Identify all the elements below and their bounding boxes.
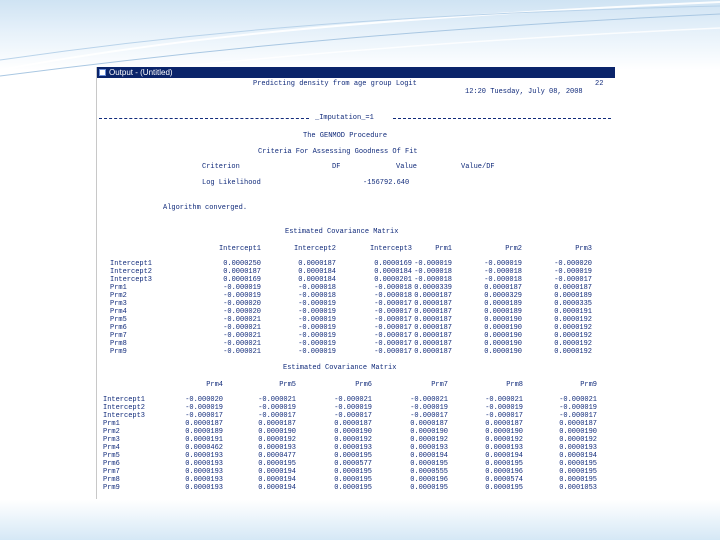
- matrix1-cell: 0.0000189: [484, 308, 522, 316]
- matrix1-cell: 0.0000187: [414, 292, 452, 300]
- fit-criterion: Log Likelihood: [202, 179, 261, 187]
- matrix2-column-header: Prm7: [431, 381, 448, 389]
- matrix1-cell: -0.000017: [374, 340, 412, 348]
- matrix2-cell: 0.0000193: [559, 444, 597, 452]
- matrix1-row-label: Intercept2: [110, 268, 153, 276]
- matrix1-cell: 0.0000187: [414, 324, 452, 332]
- matrix2-cell: 0.0000187: [334, 420, 372, 428]
- matrix2-cell: 0.0000195: [410, 484, 448, 492]
- matrix2-row-label: Prm3: [103, 436, 120, 444]
- matrix1-cell: -0.000019: [298, 340, 336, 348]
- matrix2-cell: 0.0000193: [185, 460, 223, 468]
- matrix1-cell: -0.000018: [374, 292, 412, 300]
- fit-header-criterion: Criterion: [202, 163, 240, 171]
- matrix1-column-header: Intercept1: [218, 245, 261, 253]
- matrix2-cell: 0.0000195: [410, 460, 448, 468]
- matrix1-cell: -0.000019: [298, 348, 336, 356]
- matrix1-row-label: Prm8: [110, 340, 127, 348]
- matrix2-cell: 0.0000195: [485, 484, 523, 492]
- matrix2-cell: 0.0000190: [410, 428, 448, 436]
- slide-footer-background: [0, 500, 720, 540]
- matrix1-cell: -0.000018: [484, 268, 522, 276]
- matrix2-cell: 0.0000577: [334, 460, 372, 468]
- matrix1-cell: 0.0000184: [298, 268, 336, 276]
- matrix2-cell: 0.0000193: [185, 484, 223, 492]
- matrix1-cell: -0.000021: [223, 340, 261, 348]
- matrix1-cell: 0.0000335: [554, 300, 592, 308]
- matrix1-cell: 0.0000192: [554, 340, 592, 348]
- converged-message: Algorithm converged.: [163, 204, 248, 212]
- matrix2-row-label: Prm4: [103, 444, 120, 452]
- matrix2-cell: -0.000021: [410, 396, 448, 404]
- matrix2-cell: -0.000019: [410, 404, 448, 412]
- matrix2-column-header: Prm8: [506, 381, 523, 389]
- matrix1-cell: 0.0000184: [374, 268, 412, 276]
- matrix2-cell: -0.000019: [185, 404, 223, 412]
- matrix2-cell: 0.0000195: [334, 468, 372, 476]
- matrix2-column-header: Prm4: [206, 381, 223, 389]
- matrix1-cell: 0.0000201: [374, 276, 412, 284]
- matrix2-cell: 0.0000193: [185, 452, 223, 460]
- matrix2-cell: 0.0000192: [334, 436, 372, 444]
- matrix1-cell: -0.000017: [374, 332, 412, 340]
- matrix1-cell: 0.0000187: [414, 300, 452, 308]
- matrix1-cell: 0.0000190: [484, 340, 522, 348]
- matrix2-cell: -0.000021: [258, 396, 296, 404]
- matrix1-cell: 0.0000169: [374, 260, 412, 268]
- matrix2-cell: -0.000021: [334, 396, 372, 404]
- fit-header-value: Value: [396, 163, 418, 171]
- window-app-icon: [99, 69, 106, 76]
- fit-header-value-df: Value/DF: [461, 163, 495, 171]
- matrix2-cell: -0.000019: [559, 404, 597, 412]
- matrix2-row-label: Prm2: [103, 428, 120, 436]
- matrix1-cell: 0.0000192: [554, 348, 592, 356]
- matrix2-cell: 0.0000193: [334, 444, 372, 452]
- matrix1-cell: -0.000017: [374, 316, 412, 324]
- matrix1-cell: -0.000019: [223, 284, 261, 292]
- matrix2-cell: 0.0000195: [485, 460, 523, 468]
- matrix1-cell: 0.0000250: [223, 260, 261, 268]
- matrix1-cell: 0.0000187: [298, 260, 336, 268]
- matrix1-cell: 0.0000191: [554, 308, 592, 316]
- matrix2-cell: 0.0000574: [485, 476, 523, 484]
- matrix1-row-label: Prm5: [110, 316, 127, 324]
- matrix1-cell: -0.000021: [223, 324, 261, 332]
- matrix2-cell: 0.0000195: [334, 484, 372, 492]
- output-content: [97, 78, 615, 499]
- matrix2-cell: 0.0000195: [559, 468, 597, 476]
- matrix2-cell: 0.0000190: [334, 428, 372, 436]
- matrix2-cell: 0.0000187: [485, 420, 523, 428]
- matrix2-column-header: Prm5: [279, 381, 296, 389]
- matrix1-cell: 0.0000187: [414, 340, 452, 348]
- window-titlebar[interactable]: [97, 67, 615, 78]
- matrix1-cell: -0.000019: [223, 292, 261, 300]
- matrix2-cell: -0.000021: [485, 396, 523, 404]
- matrix1-cell: -0.000020: [223, 308, 261, 316]
- matrix1-column-header: Intercept3: [369, 245, 412, 253]
- fit-header-df: DF: [332, 163, 341, 171]
- window-title: Output - (Untitled): [109, 68, 173, 77]
- matrix2-cell: 0.0000196: [485, 468, 523, 476]
- fit-value: -156792.640: [363, 179, 410, 187]
- fit-title: Criteria For Assessing Goodness Of Fit: [258, 148, 418, 156]
- matrix2-cell: -0.000017: [258, 412, 296, 420]
- matrix1-cell: 0.0000190: [484, 348, 522, 356]
- procedure-title: The GENMOD Procedure: [303, 132, 388, 140]
- matrix2-cell: 0.0000194: [258, 476, 296, 484]
- matrix2-cell: 0.0000190: [258, 428, 296, 436]
- matrix1-column-header: Prm3: [575, 245, 592, 253]
- matrix1-cell: -0.000018: [374, 284, 412, 292]
- matrix2-cell: 0.0000190: [485, 428, 523, 436]
- matrix1-cell: -0.000017: [374, 348, 412, 356]
- matrix1-cell: 0.0000169: [223, 276, 261, 284]
- matrix1-row-label: Prm7: [110, 332, 127, 340]
- matrix2-cell: -0.000019: [334, 404, 372, 412]
- matrix2-row-label: Prm9: [103, 484, 120, 492]
- matrix1-cell: 0.0000189: [484, 300, 522, 308]
- page-number: 22: [595, 80, 604, 88]
- matrix1-cell: -0.000017: [554, 276, 592, 284]
- matrix1-cell: 0.0000187: [414, 348, 452, 356]
- matrix1-row-label: Prm2: [110, 292, 127, 300]
- matrix2-row-label: Prm7: [103, 468, 120, 476]
- matrix1-cell: -0.000019: [298, 316, 336, 324]
- matrix1-cell: -0.000021: [223, 316, 261, 324]
- matrix2-cell: 0.0000555: [410, 468, 448, 476]
- report-title: Predicting density from age group Logit: [253, 80, 417, 88]
- matrix1-cell: 0.0000190: [484, 316, 522, 324]
- matrix2-cell: 0.0001053: [559, 484, 597, 492]
- matrix1-cell: 0.0000190: [484, 324, 522, 332]
- matrix1-cell: -0.000018: [414, 276, 452, 284]
- matrix2-cell: 0.0000187: [258, 420, 296, 428]
- matrix1-cell: -0.000019: [298, 332, 336, 340]
- matrix1-cell: -0.000017: [374, 324, 412, 332]
- matrix2-cell: -0.000020: [185, 396, 223, 404]
- matrix1-cell: 0.0000187: [414, 316, 452, 324]
- matrix2-cell: -0.000017: [334, 412, 372, 420]
- matrix1-cell: -0.000019: [484, 260, 522, 268]
- matrix2-cell: -0.000021: [559, 396, 597, 404]
- matrix2-cell: 0.0000187: [559, 420, 597, 428]
- matrix1-column-header: Intercept2: [293, 245, 336, 253]
- matrix1-cell: -0.000018: [414, 268, 452, 276]
- matrix1-row-label: Intercept3: [110, 276, 153, 284]
- matrix2-cell: 0.0000191: [185, 436, 223, 444]
- matrix2-cell: 0.0000192: [559, 436, 597, 444]
- matrix2-cell: 0.0000194: [485, 452, 523, 460]
- matrix2-cell: 0.0000195: [334, 476, 372, 484]
- matrix1-row-label: Prm6: [110, 324, 127, 332]
- matrix1-row-label: Intercept1: [110, 260, 153, 268]
- matrix1-cell: -0.000019: [298, 308, 336, 316]
- matrix1-cell: 0.0000187: [414, 308, 452, 316]
- matrix2-row-label: Prm6: [103, 460, 120, 468]
- matrix2-column-header: Prm6: [355, 381, 372, 389]
- matrix1-row-label: Prm3: [110, 300, 127, 308]
- cov-matrix-title: Estimated Covariance Matrix: [285, 228, 399, 236]
- matrix1-cell: 0.0000187: [484, 284, 522, 292]
- matrix1-cell: 0.0000192: [554, 324, 592, 332]
- matrix2-cell: 0.0000189: [185, 428, 223, 436]
- matrix2-cell: -0.000017: [410, 412, 448, 420]
- cov-matrix-title-2: Estimated Covariance Matrix: [283, 364, 397, 372]
- matrix1-cell: -0.000020: [223, 300, 261, 308]
- matrix1-cell: 0.0000187: [414, 332, 452, 340]
- report-datetime: 12:20 Tuesday, July 08, 2008: [465, 88, 583, 96]
- matrix1-row-label: Prm1: [110, 284, 127, 292]
- matrix2-cell: 0.0000477: [258, 452, 296, 460]
- matrix2-row-label: Intercept1: [103, 396, 146, 404]
- matrix2-row-label: Intercept2: [103, 404, 146, 412]
- divider-left: [99, 118, 309, 119]
- matrix2-cell: -0.000019: [258, 404, 296, 412]
- matrix1-column-header: Prm2: [505, 245, 522, 253]
- matrix2-cell: 0.0000193: [410, 444, 448, 452]
- matrix1-cell: -0.000020: [554, 260, 592, 268]
- matrix2-column-header: Prm9: [580, 381, 597, 389]
- divider-right: [393, 118, 611, 119]
- matrix1-cell: 0.0000190: [484, 332, 522, 340]
- matrix1-cell: -0.000019: [414, 260, 452, 268]
- matrix2-cell: 0.0000193: [185, 468, 223, 476]
- matrix1-cell: -0.000019: [298, 300, 336, 308]
- matrix1-cell: -0.000021: [223, 348, 261, 356]
- matrix1-cell: 0.0000192: [554, 316, 592, 324]
- matrix2-cell: 0.0000193: [258, 444, 296, 452]
- matrix2-row-label: Prm5: [103, 452, 120, 460]
- matrix2-row-label: Intercept3: [103, 412, 146, 420]
- imputation-label: _Imputation_=1: [315, 114, 374, 122]
- matrix1-cell: -0.000018: [298, 284, 336, 292]
- matrix2-cell: 0.0000194: [410, 452, 448, 460]
- matrix2-cell: 0.0000195: [334, 452, 372, 460]
- matrix1-row-label: Prm9: [110, 348, 127, 356]
- matrix2-cell: 0.0000192: [485, 436, 523, 444]
- matrix2-row-label: Prm1: [103, 420, 120, 428]
- matrix2-cell: -0.000017: [185, 412, 223, 420]
- matrix1-cell: -0.000021: [223, 332, 261, 340]
- matrix1-cell: 0.0000184: [298, 276, 336, 284]
- matrix1-cell: 0.0000189: [554, 292, 592, 300]
- matrix2-cell: 0.0000194: [559, 452, 597, 460]
- matrix2-cell: 0.0000187: [185, 420, 223, 428]
- matrix1-cell: -0.000018: [484, 276, 522, 284]
- matrix2-cell: 0.0000193: [185, 476, 223, 484]
- sas-output-window[interactable]: [96, 67, 615, 499]
- matrix1-cell: -0.000019: [554, 268, 592, 276]
- matrix1-row-label: Prm4: [110, 308, 127, 316]
- matrix1-cell: -0.000018: [298, 292, 336, 300]
- matrix2-cell: 0.0000192: [258, 436, 296, 444]
- matrix2-cell: 0.0000462: [185, 444, 223, 452]
- matrix2-cell: 0.0000195: [559, 476, 597, 484]
- matrix2-cell: 0.0000195: [559, 460, 597, 468]
- matrix1-cell: -0.000017: [374, 308, 412, 316]
- matrix2-row-label: Prm8: [103, 476, 120, 484]
- matrix1-cell: 0.0000329: [484, 292, 522, 300]
- matrix1-cell: 0.0000192: [554, 332, 592, 340]
- matrix2-cell: 0.0000192: [410, 436, 448, 444]
- matrix2-cell: -0.000017: [485, 412, 523, 420]
- matrix2-cell: 0.0000187: [410, 420, 448, 428]
- matrix2-cell: 0.0000195: [258, 460, 296, 468]
- matrix2-cell: 0.0000194: [258, 484, 296, 492]
- matrix1-cell: -0.000017: [374, 300, 412, 308]
- matrix1-cell: 0.0000339: [414, 284, 452, 292]
- matrix2-cell: 0.0000194: [258, 468, 296, 476]
- matrix1-column-header: Prm1: [435, 245, 452, 253]
- matrix2-cell: 0.0000196: [410, 476, 448, 484]
- matrix1-cell: 0.0000187: [554, 284, 592, 292]
- matrix2-cell: -0.000019: [485, 404, 523, 412]
- matrix2-cell: 0.0000193: [485, 444, 523, 452]
- matrix2-cell: -0.000017: [559, 412, 597, 420]
- matrix1-cell: -0.000019: [298, 324, 336, 332]
- matrix2-cell: 0.0000190: [559, 428, 597, 436]
- matrix1-cell: 0.0000187: [223, 268, 261, 276]
